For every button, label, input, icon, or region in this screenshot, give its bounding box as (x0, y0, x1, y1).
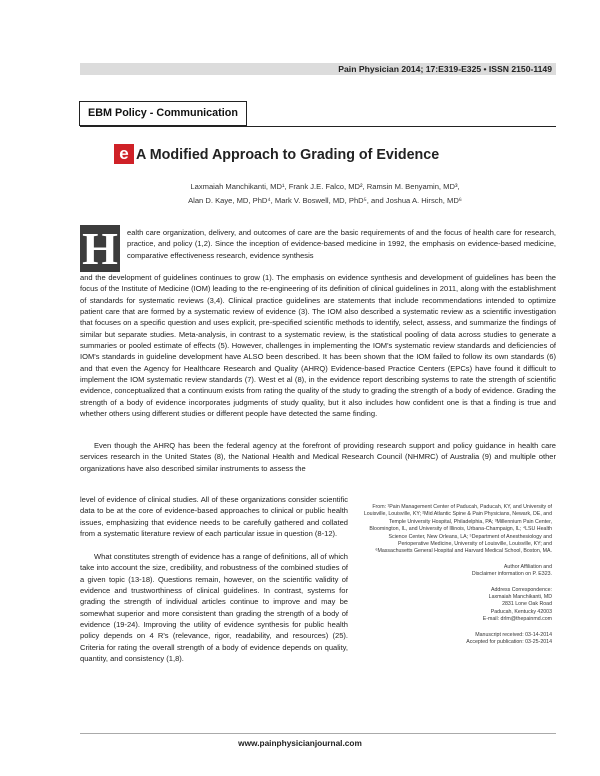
paragraph-1-start: ealth care organization, delivery, and outcomes of care are the basic requirements of and the focus of health care for research, practice, and policy (1,2). Since the inception of evidence-based medicine in 1992, the emphasis on evidence-based medicine, comparative effectiveness research, evidence synthesis (127, 228, 556, 260)
author-affiliation-note-2: Disclaimer information on P. E323. (471, 571, 552, 578)
address-name: Laxmaiah Manchikanti, MD (488, 594, 552, 601)
footer-rule (80, 733, 556, 734)
address-heading: Address Correspondence: (491, 586, 552, 593)
header-rule (80, 126, 556, 127)
authors-line-1: Laxmaiah Manchikanti, MD¹, Frank J.E. Falco, MD², Ramsin M. Benyamin, MD³, (190, 182, 460, 191)
journal-url[interactable]: www.painphysicianjournal.com (238, 738, 362, 748)
authors-line-2: Alan D. Kaye, MD, PhD⁴, Mark V. Boswell, MD, PhD⁵, and Joshua A. Hirsch, MD⁶ (188, 196, 462, 205)
paragraph-3: What constitutes strength of evidence has a range of definitions, all of which take into account the size, credibility, and robustness of the combined studies of a given topic (13-18). Questions remain, however, on the scientific validity of evidence and trustworthiness of clinical guidelines. In contrast, systems for grading the strength of individual articles continue to improve and may be somewhat superior and more consistent than grading the strength of a body of evidence (19-24). Improving the utility of evidence synthesis for public health policy depends on 4 R's (relevance, rigor, readability, and resources) (25). Criteria for rating the overall strength of a body of evidence depends on quality, quantity, and consistency (1,8). (80, 552, 348, 664)
address-email: E-mail: drlm@thepainmd.com (482, 616, 552, 623)
paragraph-1-continued: and the development of guidelines continues to grow (1). The emphasis on evidence synthesis and development of guidelines has been the focus of the Institute of Medicine (IOM) leading to the re-engineering of its definition of clinical guidelines in 2011, along with the establishment of standards for systematic reviews (3,4). Clinical practice guidelines are statements that include recommendations intended to optimize patient care that are formed by a systematic review of evidence (3). The IOM also described a systematic review as a scientific investigation that focuses on a specific question and uses explicit, pre-specified scientific methods to identify, select, assess, and summarize the findings of similar but separate studies. Meta-analysis, in contrast to a systematic review, is the statistical pooling of data across studies to generate a summaries or pooled estimate of effects (5). However, challenges in implementing the IOM's systematic review standards and deficiencies of IOM's standards in guideline development have ALSO been described. It has been shown that the IOM failed to follow its own standards (6) and that even the Agency for Healthcare Research and Quality (AHRQ) Evidence-based Practice Centers (EPCs) have found it difficult to implement the IOM systematic review standards (7). West et al (8), in the evidence report describing systems to rate the strength of scientific evidence, conceptualized that a continuum exists from rating the quality of the study to grading the strength of a body of evidence. Grading the strength of a body of evidence incorporates judgments of study quality, but it also includes how confident one is that a finding is true and whether others using different studies or different people have detected the same finding. (80, 273, 556, 419)
author-list (150, 180, 500, 208)
address-city: Paducah, Kentucky 42003 (490, 608, 552, 615)
manuscript-received: Manuscript received: 03-14-2014 (475, 631, 552, 638)
paragraph-2-continued: level of evidence of clinical studies. All of these organizations consider scientific data to be at the core of evidence-based approaches to clinical or public health issues, emphasizing that evidence needs to be carefully gathered and collated from a systematic literature review of each particular issue in question (8-12). (80, 495, 348, 539)
manuscript-accepted: Accepted for publication: 03-25-2014 (466, 639, 552, 646)
author-affiliation-note-1: Author Affiliation and (503, 563, 552, 570)
journal-reference: Pain Physician 2014; 17:E319-E325 • ISSN 2150-1149 (338, 64, 552, 74)
paragraph-2: Even though the AHRQ has been the federal agency at the forefront of providing research support and policy guidance in health care services research in the United States (8), the National Health and Medical Research Council (NHMRC) of Australia (9) and multiple other organizations have also described similar instruments to assess the (80, 441, 556, 473)
drop-cap: H (80, 225, 120, 272)
affiliations: From: ¹Pain Management Center of Paducah, Paducah, KY, and University of Louisville, Louisville, KY; ²Mid Atlantic Spine & Pain Physicians, Newark, DE, and Temple University Hospital, Philadelphia, PA; ³Millennium Pain Center, Bloomington, IL, and University of Illinois, Urbana-Champaign, IL; ⁴LSU Health Science Center, New Orleans, LA; ⁵Department of Anesthesiology and Perioperative Medicine, University of Louisville, Louisville, KY; and ⁶Massachusetts General Hospital and Harvard Medical School, Boston, MA. (363, 504, 552, 555)
article-category: EBM Policy - Communication (79, 101, 247, 126)
electronic-article-icon: e (114, 144, 134, 164)
article-info-sidebar (362, 504, 552, 647)
article-title: A Modified Approach to Grading of Evidence (136, 147, 440, 163)
address-street: 2831 Lone Oak Road (502, 601, 552, 608)
